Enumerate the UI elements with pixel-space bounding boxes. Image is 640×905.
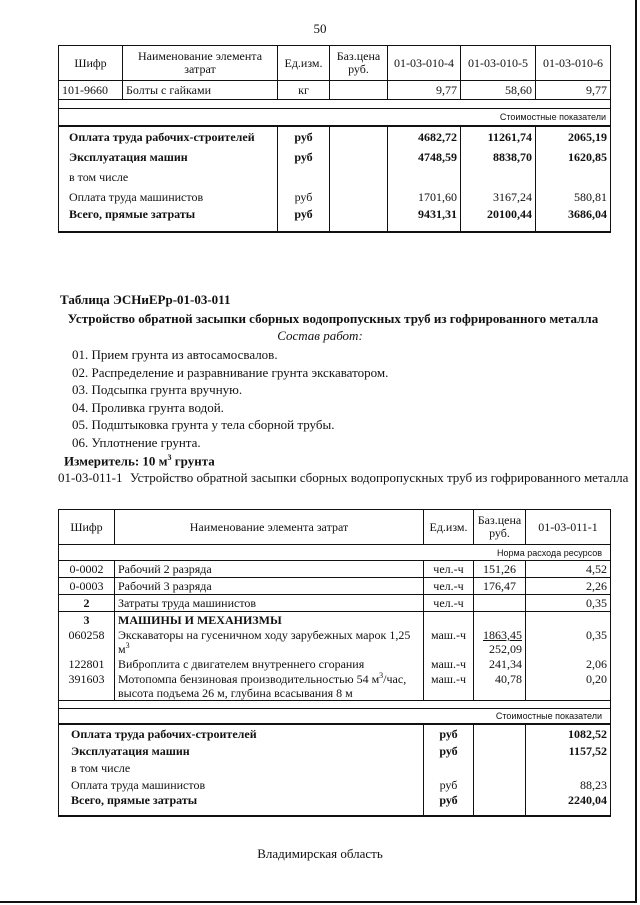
summary-value: 2240,04 — [526, 793, 611, 816]
summary-row-labor — [59, 126, 611, 147]
row-code: 0-0003 — [59, 578, 115, 595]
summary-label: Всего, прямые затраты — [59, 207, 278, 232]
table-row — [59, 595, 611, 612]
summary-label: Оплата труда машинистов — [59, 187, 278, 207]
summary-price — [474, 793, 526, 816]
summary-unit: руб — [424, 776, 474, 793]
header-col-1: 01-03-011-1 — [526, 510, 611, 545]
row-name-text-a: Мотопомпа бензиновая производительностью 54 м — [118, 672, 380, 686]
norm-label: Норма расхода ресурсов — [59, 545, 611, 561]
header-col-1: 01-03-010-4 — [388, 46, 461, 81]
row-value: 0,35 — [526, 595, 611, 612]
summary-value-1: 4682,72 — [388, 126, 461, 147]
row-value-1: 9,77 — [388, 81, 461, 100]
row-value: 2,26 — [526, 578, 611, 595]
row-price: 40,78 — [474, 672, 526, 701]
page-footer: Владимирская область — [257, 846, 383, 861]
table-subtitle: Устройство обратной засыпки сборных водопропускных труб из гофрированного металла — [67, 311, 599, 326]
summary-row-including — [59, 167, 611, 187]
row-code: 3 — [59, 612, 115, 629]
rate-code: 01-03-011-1 — [58, 470, 123, 485]
summary-label: Оплата труда машинистов — [59, 776, 424, 793]
summary-label: Всего, прямые затраты — [59, 793, 424, 816]
header-unit: Ед.изм. — [278, 46, 330, 81]
summary-value-2: 3167,24 — [461, 187, 536, 207]
summary-value-1: 4748,59 — [388, 147, 461, 167]
summary-price — [330, 187, 388, 207]
row-unit: маш.-ч — [424, 656, 474, 672]
norm-label-row — [59, 545, 611, 561]
row-price: 151,26 — [474, 561, 526, 578]
section-label-row — [59, 709, 611, 725]
table-row — [59, 81, 611, 100]
row-name: Рабочий 3 разряда — [115, 578, 424, 595]
row-price — [474, 628, 526, 656]
spacer-row — [59, 100, 611, 109]
table-row — [59, 656, 611, 672]
row-name: МАШИНЫ И МЕХАНИЗМЫ — [115, 612, 424, 629]
table-row — [59, 612, 611, 629]
summary-row-total — [59, 207, 611, 232]
row-unit: чел.-ч — [424, 578, 474, 595]
summary-value-2: 11261,74 — [461, 126, 536, 147]
row-code: 391603 — [59, 672, 115, 701]
row-unit: чел.-ч — [424, 561, 474, 578]
row-value-3: 9,77 — [536, 81, 611, 100]
summary-value-3: 3686,04 — [536, 207, 611, 232]
row-code: 2 — [59, 595, 115, 612]
table-header-row — [59, 46, 611, 81]
row-value: 4,52 — [526, 561, 611, 578]
row-value: 2,06 — [526, 656, 611, 672]
row-name-sup: 3 — [125, 641, 130, 650]
row-value: 0,20 — [526, 672, 611, 701]
row-code: 0-0002 — [59, 561, 115, 578]
work-list — [72, 346, 388, 451]
row-price: 176,47 — [474, 578, 526, 595]
row-price-secondary: 252,09 — [489, 642, 522, 656]
table-row — [59, 628, 611, 656]
summary-price — [330, 126, 388, 147]
rate-description: Устройство обратной засыпки сборных водопропускных труб из гофрированного металла — [130, 470, 629, 485]
row-name: Рабочий 2 разряда — [115, 561, 424, 578]
summary-label: Оплата труда рабочих-строителей — [59, 126, 278, 147]
row-price-main: 1863,45 — [483, 628, 522, 642]
summary-value-3: 1620,85 — [536, 147, 611, 167]
meter-prefix: Измеритель: 10 м — [64, 453, 168, 469]
summary-row-machines — [59, 147, 611, 167]
header-price: Баз.цена руб. — [474, 510, 526, 545]
summary-row-operators — [59, 776, 611, 793]
summary-row-labor — [59, 724, 611, 742]
summary-value-3: 580,81 — [536, 187, 611, 207]
summary-value: 1157,52 — [526, 742, 611, 759]
row-price — [474, 595, 526, 612]
cost-table-010 — [58, 45, 611, 233]
cost-table-011 — [58, 509, 611, 817]
row-value: 0,35 — [526, 628, 611, 656]
meter-power: 3 — [167, 453, 172, 462]
summary-unit — [278, 167, 330, 187]
summary-value: 88,23 — [526, 776, 611, 793]
row-name: Болты с гайками — [123, 81, 278, 100]
summary-price — [474, 724, 526, 742]
summary-value-1: 9431,31 — [388, 207, 461, 232]
summary-row-total — [59, 793, 611, 816]
section-label-row — [59, 109, 611, 127]
summary-row-including — [59, 759, 611, 776]
header-col-3: 01-03-010-6 — [536, 46, 611, 81]
list-item: 03. Подсыпка грунта вручную. — [72, 382, 243, 397]
list-item: 05. Подштыковка грунта у тела сборной трубы. — [72, 417, 335, 432]
row-code: 122801 — [59, 656, 115, 672]
composition-heading: Состав работ: — [277, 328, 363, 343]
summary-label: Оплата труда рабочих-строителей — [59, 724, 424, 742]
row-name: Затраты труда машинистов — [115, 595, 424, 612]
summary-unit — [424, 759, 474, 776]
summary-price — [474, 759, 526, 776]
meter-suffix: грунта — [171, 453, 215, 469]
summary-unit: руб — [424, 793, 474, 816]
summary-row-operators — [59, 187, 611, 207]
row-unit: кг — [278, 81, 330, 100]
table-row — [59, 672, 611, 701]
summary-unit: руб — [278, 147, 330, 167]
row-name — [115, 672, 424, 701]
summary-unit: руб — [424, 742, 474, 759]
table-title: Таблица ЭСНиЕРр-01-03-011 — [60, 292, 231, 307]
row-name-text-b: /час, высота подъема 26 м, глубина всасывания 8 м — [118, 672, 407, 700]
header-code: Шифр — [59, 510, 115, 545]
row-code: 101-9660 — [59, 81, 123, 100]
summary-value-2 — [461, 167, 536, 187]
header-name: Наименование элемента затрат — [123, 46, 278, 81]
summary-price — [330, 167, 388, 187]
section-label: Стоимостные показатели — [59, 109, 611, 127]
summary-price — [474, 776, 526, 793]
row-value-2: 58,60 — [461, 81, 536, 100]
summary-value-3: 2065,19 — [536, 126, 611, 147]
measurement-unit — [64, 453, 215, 469]
rate-code-line — [58, 471, 640, 485]
row-name — [115, 628, 424, 656]
row-price: 241,34 — [474, 656, 526, 672]
summary-value-3 — [536, 167, 611, 187]
row-value — [526, 612, 611, 629]
list-item: 02. Распределение и разравнивание грунта экскаватором. — [72, 364, 389, 380]
row-unit: маш.-ч — [424, 672, 474, 701]
summary-value-1: 1701,60 — [388, 187, 461, 207]
summary-unit: руб — [278, 207, 330, 232]
summary-value-2: 8838,70 — [461, 147, 536, 167]
table-row — [59, 561, 611, 578]
row-unit — [424, 612, 474, 629]
summary-unit: руб — [424, 724, 474, 742]
summary-label: Эксплуатация машин — [59, 147, 278, 167]
row-unit: маш.-ч — [424, 628, 474, 656]
header-col-2: 01-03-010-5 — [461, 46, 536, 81]
summary-label: в том числе — [59, 167, 278, 187]
header-unit: Ед.изм. — [424, 510, 474, 545]
row-name-text: Экскаваторы на гусеничном ходу зарубежных марок 1,25 м — [118, 628, 411, 656]
summary-value-1 — [388, 167, 461, 187]
summary-label: Эксплуатация машин — [59, 742, 424, 759]
row-name: Виброплита с двигателем внутреннего сгорания — [115, 656, 424, 672]
row-name-sup: 3 — [379, 671, 384, 680]
list-item: 01. Прием грунта из автосамосвалов. — [72, 347, 278, 362]
header-name: Наименование элемента затрат — [115, 510, 424, 545]
summary-price — [474, 742, 526, 759]
summary-value — [526, 759, 611, 776]
section-label: Стоимостные показатели — [59, 709, 611, 725]
row-code: 060258 — [59, 628, 115, 656]
row-price — [474, 612, 526, 629]
list-item: 06. Уплотнение грунта. — [72, 434, 201, 450]
summary-value-2: 20100,44 — [461, 207, 536, 232]
row-price — [330, 81, 388, 100]
header-price: Баз.цена руб. — [330, 46, 388, 81]
table-row — [59, 578, 611, 595]
summary-price — [330, 207, 388, 232]
summary-unit: руб — [278, 126, 330, 147]
page-number: 50 — [313, 21, 327, 36]
summary-price — [330, 147, 388, 167]
row-unit: чел.-ч — [424, 595, 474, 612]
summary-row-machines — [59, 742, 611, 759]
header-code: Шифр — [59, 46, 123, 81]
summary-label: в том числе — [59, 759, 424, 776]
summary-unit: руб — [278, 187, 330, 207]
spacer-row — [59, 701, 611, 709]
table-header-row — [59, 510, 611, 545]
summary-value: 1082,52 — [526, 724, 611, 742]
list-item: 04. Проливка грунта водой. — [72, 399, 224, 415]
